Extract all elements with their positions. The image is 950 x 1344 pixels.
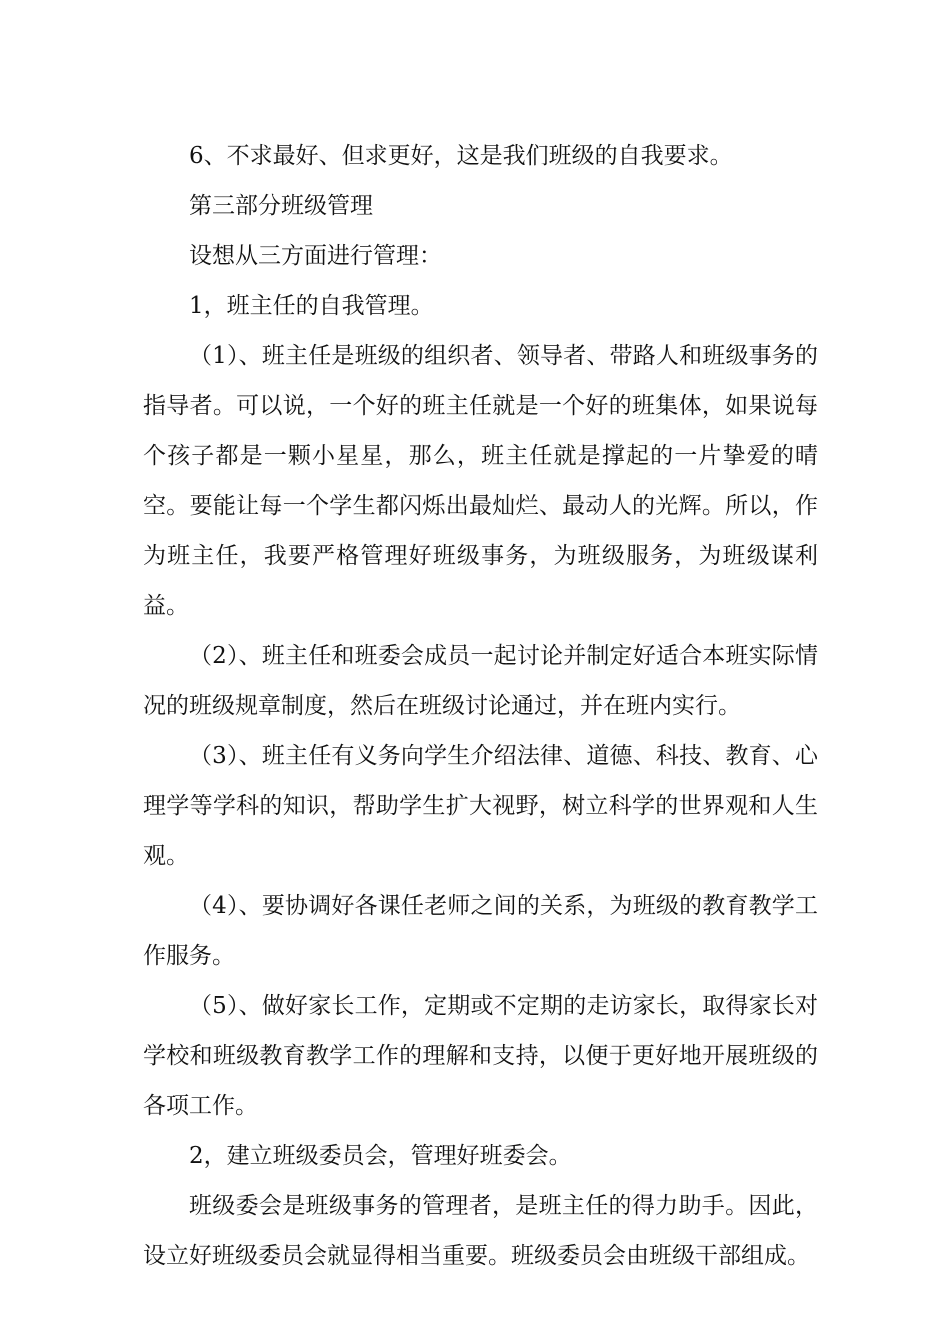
paragraph-item-3: （3）、班主任有义务向学生介绍法律、道德、科技、教育、心理学等学科的知识，帮助学生扩大视野，树立科学的世界观和人生观。 [143, 743, 818, 869]
paragraph-class-committee: 班级委会是班级事务的管理者，是班主任的得力助手。因此，设立好班级委员会就显得相当重要。班级委员会由班级干部组成。 [143, 1193, 818, 1269]
paragraph-item-4: （4）、要协调好各课任老师之间的关系，为班级的教育教学工作服务。 [143, 893, 818, 969]
subheading-class-committee: 2，建立班级委员会，管理好班委会。 [189, 1143, 572, 1169]
paragraph-item-5: （5）、做好家长工作，定期或不定期的走访家长，取得家长对学校和班级教育教学工作的理解和支持，以便于更好地开展班级的各项工作。 [143, 993, 818, 1119]
paragraph-goal-6: 6、不求最好、但求更好，这是我们班级的自我要求。 [189, 143, 733, 169]
paragraph-management-intro: 设想从三方面进行管理： [189, 243, 442, 269]
section-heading-class-management: 第三部分班级管理 [189, 193, 373, 219]
paragraph-item-1: （1）、班主任是班级的组织者、领导者、带路人和班级事务的指导者。可以说，一个好的班主任就是一个好的班集体，如果说每个孩子都是一颗小星星，那么，班主任就是撑起的一片挚爱的晴空。要能让每一个学生都闪烁出最灿烂、最动人的光辉。所以，作为班主任，我要严格管理好班级事务，为班级服务，为班级谋利益。 [143, 343, 818, 619]
subheading-teacher-self-management: 1，班主任的自我管理。 [189, 293, 434, 319]
document-body [143, 131, 818, 1281]
paragraph-item-2: （2）、班主任和班委会成员一起讨论并制定好适合本班实际情况的班级规章制度，然后在班级讨论通过，并在班内实行。 [143, 643, 818, 719]
